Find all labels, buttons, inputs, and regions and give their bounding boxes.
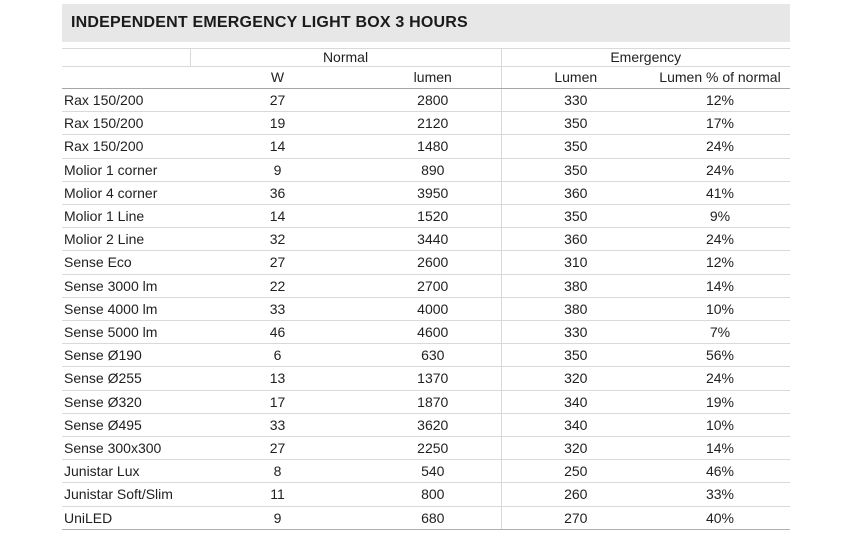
cell-normal-lumen: 3440: [365, 228, 501, 251]
cell-lumen-pct-of-normal: 10%: [650, 413, 790, 436]
cell-normal-lumen: 3950: [365, 181, 501, 204]
cell-normal-lumen: 1370: [365, 367, 501, 390]
cell-emergency-lumen: 270: [501, 506, 650, 529]
table-row: [62, 205, 790, 228]
table-row: [62, 506, 790, 529]
cell-emergency-lumen: 360: [501, 228, 650, 251]
table-row: [62, 274, 790, 297]
cell-lumen-pct-of-normal: 33%: [650, 483, 790, 506]
cell-lumen-pct-of-normal: 14%: [650, 274, 790, 297]
cell-product: Sense Ø190: [62, 344, 190, 367]
cell-emergency-lumen: 310: [501, 251, 650, 274]
cell-normal-w: 17: [190, 390, 365, 413]
cell-normal-lumen: 540: [365, 460, 501, 483]
column-header-normal-w: W: [190, 67, 365, 89]
cell-normal-lumen: 680: [365, 506, 501, 529]
table-row: [62, 158, 790, 181]
cell-product: UniLED: [62, 506, 190, 529]
cell-lumen-pct-of-normal: 9%: [650, 205, 790, 228]
cell-emergency-lumen: 340: [501, 413, 650, 436]
cell-normal-lumen: 890: [365, 158, 501, 181]
column-header-normal-lumen: lumen: [365, 67, 501, 89]
table-row: [62, 390, 790, 413]
cell-emergency-lumen: 380: [501, 297, 650, 320]
cell-normal-lumen: 1480: [365, 135, 501, 158]
cell-product: Sense 5000 lm: [62, 321, 190, 344]
cell-normal-lumen: 800: [365, 483, 501, 506]
cell-normal-w: 32: [190, 228, 365, 251]
cell-normal-w: 19: [190, 112, 365, 135]
cell-lumen-pct-of-normal: 24%: [650, 367, 790, 390]
cell-normal-w: 8: [190, 460, 365, 483]
cell-emergency-lumen: 260: [501, 483, 650, 506]
column-header-lumen-pct: Lumen % of normal: [650, 67, 790, 89]
column-header-product: [62, 67, 190, 89]
cell-lumen-pct-of-normal: 17%: [650, 112, 790, 135]
cell-product: Sense Ø255: [62, 367, 190, 390]
cell-product: Sense 3000 lm: [62, 274, 190, 297]
cell-emergency-lumen: 380: [501, 274, 650, 297]
cell-product: Molior 1 Line: [62, 205, 190, 228]
cell-lumen-pct-of-normal: 14%: [650, 437, 790, 460]
cell-normal-w: 9: [190, 158, 365, 181]
cell-normal-w: 6: [190, 344, 365, 367]
table-row: [62, 228, 790, 251]
cell-normal-w: 9: [190, 506, 365, 529]
cell-product: Sense Eco: [62, 251, 190, 274]
emergency-light-sheet: [62, 4, 790, 530]
column-header-row: [62, 67, 790, 89]
table-row: [62, 344, 790, 367]
cell-normal-lumen: 4600: [365, 321, 501, 344]
cell-normal-w: 22: [190, 274, 365, 297]
table-row: [62, 367, 790, 390]
cell-lumen-pct-of-normal: 40%: [650, 506, 790, 529]
cell-emergency-lumen: 350: [501, 112, 650, 135]
table-body: [62, 89, 790, 530]
table-title: INDEPENDENT EMERGENCY LIGHT BOX 3 HOURS: [62, 4, 790, 42]
group-header-row: [62, 49, 790, 67]
cell-emergency-lumen: 250: [501, 460, 650, 483]
column-header-emergency-lumen: Lumen: [501, 67, 650, 89]
cell-emergency-lumen: 360: [501, 181, 650, 204]
cell-normal-lumen: 2120: [365, 112, 501, 135]
cell-product: Molior 4 corner: [62, 181, 190, 204]
emergency-light-table: [62, 48, 790, 530]
table-row: [62, 112, 790, 135]
table-row: [62, 460, 790, 483]
cell-emergency-lumen: 330: [501, 89, 650, 112]
cell-lumen-pct-of-normal: 41%: [650, 181, 790, 204]
cell-normal-lumen: 2700: [365, 274, 501, 297]
table-row: [62, 321, 790, 344]
group-header-emergency: Emergency: [501, 49, 790, 67]
cell-normal-w: 11: [190, 483, 365, 506]
cell-normal-lumen: 1870: [365, 390, 501, 413]
cell-normal-w: 13: [190, 367, 365, 390]
cell-normal-lumen: 3620: [365, 413, 501, 436]
group-header-normal: Normal: [190, 49, 501, 67]
cell-product: Sense Ø495: [62, 413, 190, 436]
cell-product: Junistar Soft/Slim: [62, 483, 190, 506]
cell-product: Rax 150/200: [62, 112, 190, 135]
cell-lumen-pct-of-normal: 19%: [650, 390, 790, 413]
cell-normal-w: 14: [190, 135, 365, 158]
cell-normal-w: 46: [190, 321, 365, 344]
cell-product: Sense 300x300: [62, 437, 190, 460]
group-header-spacer: [62, 49, 190, 67]
cell-normal-lumen: 1520: [365, 205, 501, 228]
table-row: [62, 181, 790, 204]
cell-normal-lumen: 2600: [365, 251, 501, 274]
cell-lumen-pct-of-normal: 24%: [650, 135, 790, 158]
cell-product: Junistar Lux: [62, 460, 190, 483]
table-row: [62, 89, 790, 112]
cell-lumen-pct-of-normal: 10%: [650, 297, 790, 320]
cell-normal-w: 33: [190, 297, 365, 320]
cell-emergency-lumen: 350: [501, 158, 650, 181]
table-row: [62, 437, 790, 460]
cell-lumen-pct-of-normal: 24%: [650, 158, 790, 181]
cell-lumen-pct-of-normal: 7%: [650, 321, 790, 344]
cell-lumen-pct-of-normal: 12%: [650, 251, 790, 274]
table-row: [62, 413, 790, 436]
cell-normal-w: 27: [190, 89, 365, 112]
cell-normal-w: 27: [190, 437, 365, 460]
cell-product: Molior 1 corner: [62, 158, 190, 181]
table-row: [62, 483, 790, 506]
cell-product: Molior 2 Line: [62, 228, 190, 251]
cell-emergency-lumen: 350: [501, 344, 650, 367]
cell-normal-lumen: 630: [365, 344, 501, 367]
cell-lumen-pct-of-normal: 24%: [650, 228, 790, 251]
cell-emergency-lumen: 320: [501, 367, 650, 390]
table-row: [62, 297, 790, 320]
cell-normal-lumen: 4000: [365, 297, 501, 320]
cell-normal-lumen: 2250: [365, 437, 501, 460]
cell-emergency-lumen: 340: [501, 390, 650, 413]
cell-normal-w: 36: [190, 181, 365, 204]
cell-product: Sense Ø320: [62, 390, 190, 413]
cell-lumen-pct-of-normal: 12%: [650, 89, 790, 112]
cell-product: Rax 150/200: [62, 89, 190, 112]
cell-product: Rax 150/200: [62, 135, 190, 158]
cell-emergency-lumen: 320: [501, 437, 650, 460]
table-row: [62, 251, 790, 274]
cell-lumen-pct-of-normal: 56%: [650, 344, 790, 367]
cell-emergency-lumen: 350: [501, 135, 650, 158]
cell-emergency-lumen: 330: [501, 321, 650, 344]
cell-product: Sense 4000 lm: [62, 297, 190, 320]
cell-lumen-pct-of-normal: 46%: [650, 460, 790, 483]
cell-normal-lumen: 2800: [365, 89, 501, 112]
cell-emergency-lumen: 350: [501, 205, 650, 228]
cell-normal-w: 14: [190, 205, 365, 228]
cell-normal-w: 27: [190, 251, 365, 274]
cell-normal-w: 33: [190, 413, 365, 436]
table-row: [62, 135, 790, 158]
